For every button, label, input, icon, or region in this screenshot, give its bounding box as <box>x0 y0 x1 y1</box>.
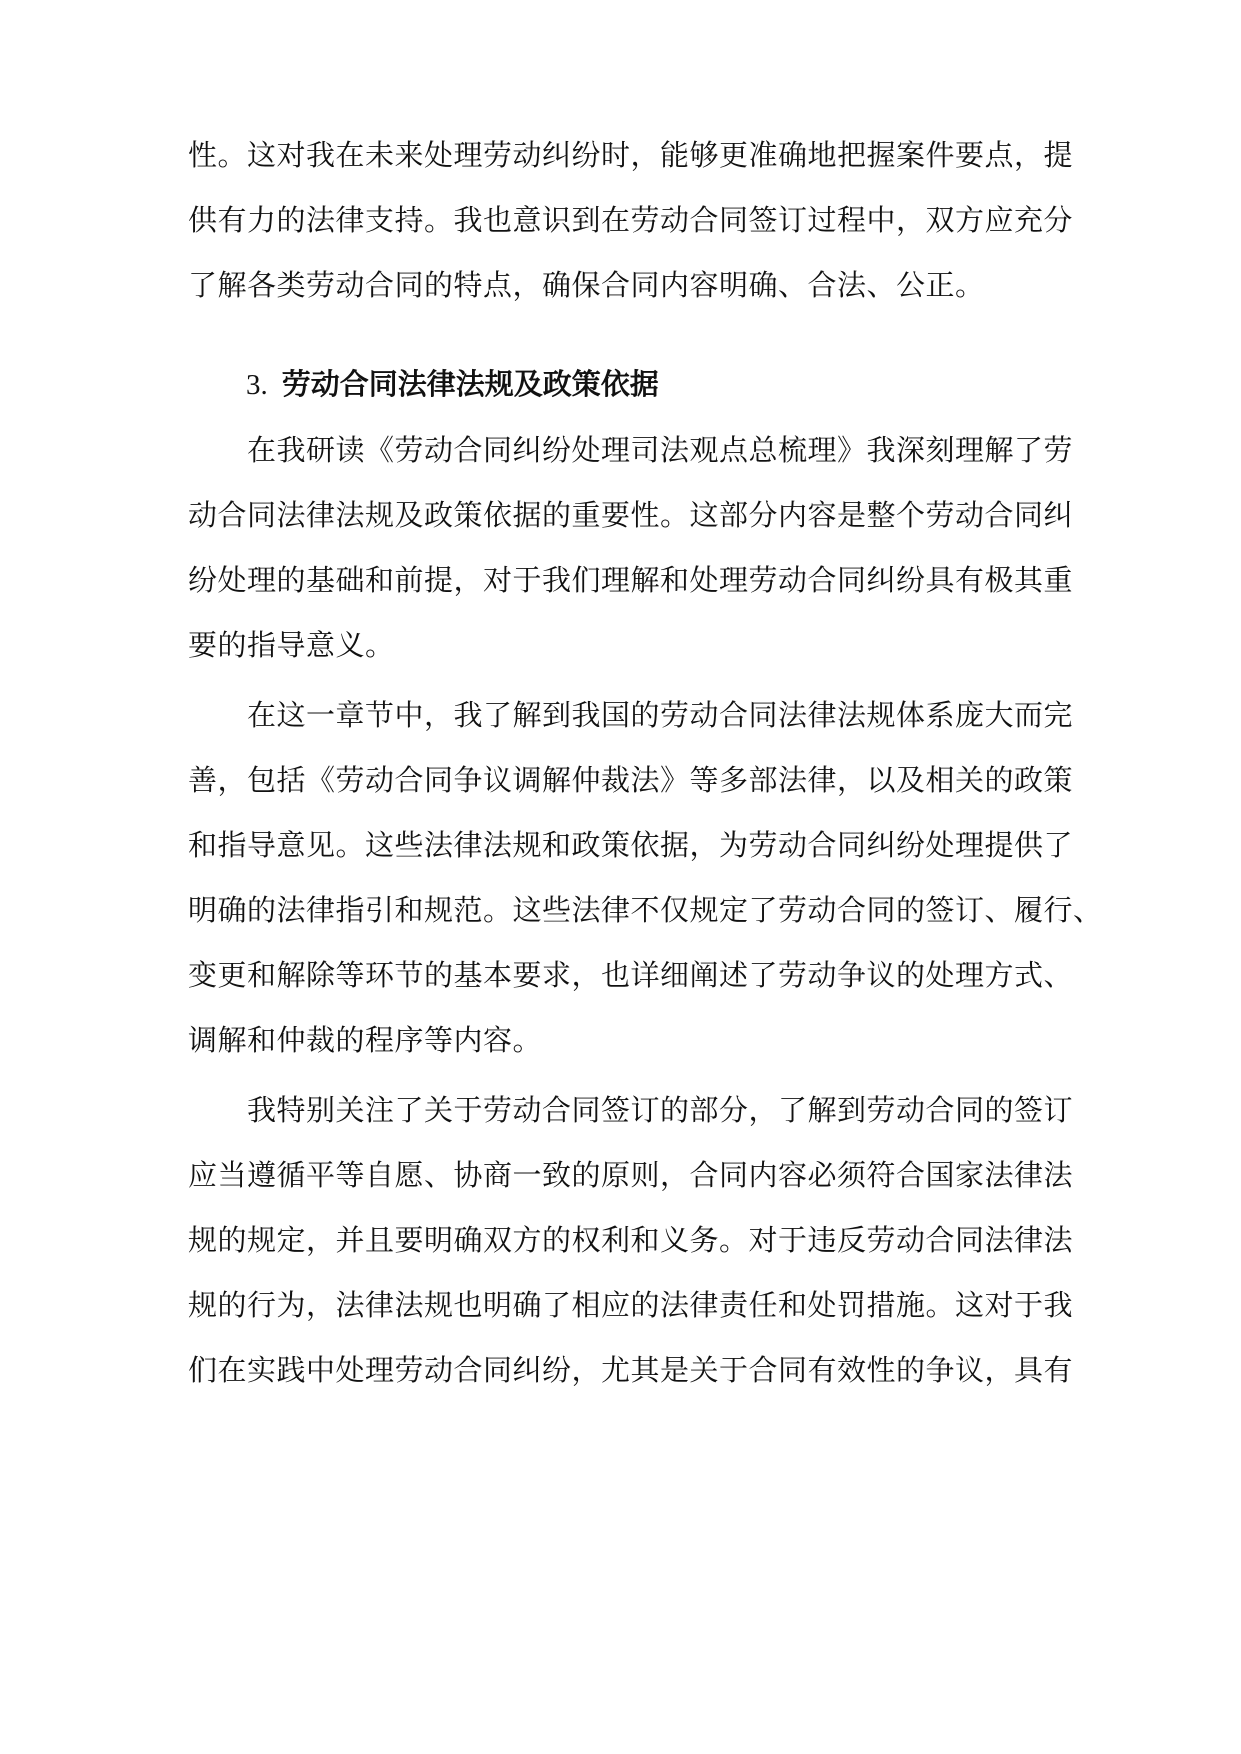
text-line: 规的规定，并且要明确双方的权利和义务。对于违反劳动合同法律法 <box>188 1223 1074 1257</box>
text-line: 善，包括《劳动合同争议调解仲裁法》等多部法律，以及相关的政策 <box>188 763 1074 797</box>
text-line: 性。这对我在未来处理劳动纠纷时，能够更准确地把握案件要点，提 <box>188 138 1074 172</box>
text-line: 变更和解除等环节的基本要求，也详细阐述了劳动争议的处理方式、 <box>188 958 1074 992</box>
text-line: 明确的法律指引和规范。这些法律不仅规定了劳动合同的签订、履行、 <box>188 893 1103 927</box>
text-line: 在这一章节中，我了解到我国的劳动合同法律法规体系庞大而完 <box>188 698 1074 732</box>
text-line: 纷处理的基础和前提，对于我们理解和处理劳动合同纠纷具有极其重 <box>188 563 1074 597</box>
text-line: 在我研读《劳动合同纠纷处理司法观点总梳理》我深刻理解了劳 <box>188 433 1074 467</box>
text-line: 规的行为，法律法规也明确了相应的法律责任和处罚措施。这对于我 <box>188 1288 1074 1322</box>
section-number: 3. <box>246 369 268 401</box>
text-line: 我特别关注了关于劳动合同签订的部分，了解到劳动合同的签订 <box>188 1093 1074 1127</box>
text-line: 调解和仲裁的程序等内容。 <box>188 1023 543 1057</box>
text-line: 们在实践中处理劳动合同纠纷，尤其是关于合同有效性的争议，具有 <box>188 1353 1074 1387</box>
section-title: 劳动合同法律法规及政策依据 <box>281 367 659 401</box>
text-line: 要的指导意义。 <box>188 628 395 662</box>
section-heading <box>246 364 659 405</box>
text-line: 应当遵循平等自愿、协商一致的原则，合同内容必须符合国家法律法 <box>188 1158 1074 1192</box>
text-line: 了解各类劳动合同的特点，确保合同内容明确、合法、公正。 <box>188 268 985 302</box>
text-line: 和指导意见。这些法律法规和政策依据，为劳动合同纠纷处理提供了 <box>188 828 1074 862</box>
text-line: 供有力的法律支持。我也意识到在劳动合同签订过程中，双方应充分 <box>188 203 1074 237</box>
text-line: 动合同法律法规及政策依据的重要性。这部分内容是整个劳动合同纠 <box>188 498 1074 532</box>
